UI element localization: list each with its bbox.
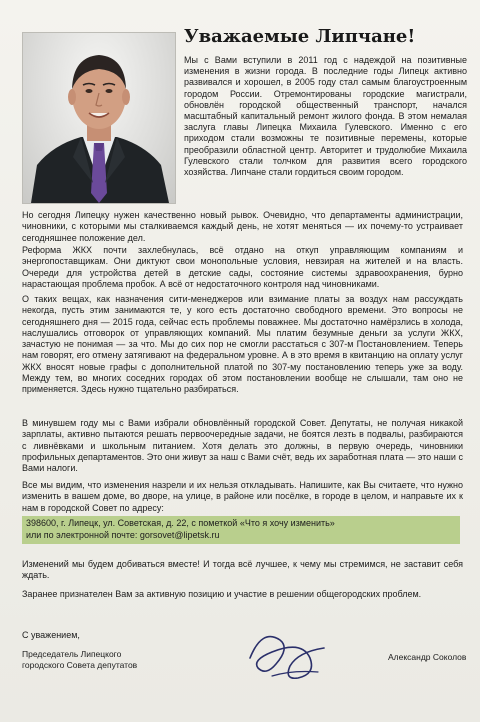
closing-salutation: С уважением, — [22, 630, 80, 640]
address-highlight-box — [22, 516, 460, 544]
paragraph-housing-reform: Реформа ЖКХ почти захлебнулась, всё отдано на откуп управляющим компаниям и энергопоставщикам. Они диктуют свои монопольные условия, невзирая на жителей и на власть. Очереди для устройства детей в детские сады, состояние системы здравоохранения, бурно нарастающая проблема пробок. А всё от недостаточного контроля над чиновниками. — [22, 245, 463, 289]
portrait-photo — [22, 32, 176, 204]
paragraph-utility-issues: О таких вещах, как назначения сити-менеджеров или взимание платы за воздух нам рассуждать некогда, пусть этим занимаются те, у кого есть достаточно свободного времени. Это вопросы не сегодняшнего дня — 2015 года, сейчас есть проблемы поважнее. Мы достаточно намёрзлись в холода, наслушались отговорок от управляющих компаний. Мы платим безумные деньги за услуги ЖКХ, зачастую не понимая — за что. Мы до сих пор не смогли расстаться с 307-м Постановлением. Теперь нам говорят, его отмену затягивают на федеральном уровне. А в это время в квитанцию на оплату услуг ЖКХ вносят новые графы с дополнительной платой по 307-му постановлению теперь уже за воду. Между тем, во многих соседних городах об этом постановлении вообще не слышали, там оно не применяется. Здесь нужно тщательно разбираться. — [22, 294, 463, 395]
email-line — [26, 530, 456, 542]
paragraph-renewal: Но сегодня Липецку нужен качественно новый рывок. Очевидно, что департаменты администрации, чиновники, с которыми мы сталкиваемся каждый день, не хотят меняться — их почему-то устраивает сегодняшнее положение дел. — [22, 210, 463, 243]
paragraph-call-to-action: Все мы видим, что изменения назрели и их нельзя откладывать. Напишите, как Вы считаете, что нужно изменить в вашем доме, во дворе, на улице, в районе или посёлке, в городе в целом, и направьте их к нам в городской Совет по адресу: — [22, 480, 463, 513]
postal-address: 398600, г. Липецк, ул. Советская, д. 22, с пометкой «Что я хочу изменить» — [26, 518, 335, 528]
intro-paragraph: Мы с Вами вступили в 2011 год с надеждой на позитивные изменения в жизни города. В последние годы Липецк активно развивался и хорошел, в 2005 году стал самым благоустроенным городом России. Отремонтированы городские магистрали, обновлён городской общественный транспорт, начался масштабный капитальный ремонт жилого фонда. В этом немалая заслуга главы Липецка Михаила Гулевского. Именно с его приходом стали возможны те позитивные перемены, которые преобразили областной центр. Авторитет и трудолюбие Михаила Гулевского стали толчком для развития всего городского хозяйства. Липчане стали гордиться своим городом. — [184, 55, 467, 178]
handwritten-signature — [232, 618, 352, 688]
signatory-title — [22, 649, 137, 670]
email-prefix: или по электронной почте: — [26, 529, 140, 540]
letter-heading: Уважаемые Липчане! — [184, 26, 416, 47]
email-address: gorsovet@lipetsk.ru — [139, 529, 220, 540]
paragraph-gratitude: Заранее признателен Вам за активную позицию и участие в решении общегородских проблем. — [22, 589, 422, 599]
paragraph-city-council: В минувшем году мы с Вами избрали обновлённый городской Совет. Депутаты, не получая никакой зарплаты, активно пытаются решать первоочередные задачи, не боятся лезть в подвалы, разбираются с ливнёвками и школьным питанием. Хотя делать это должны, в первую очередь, чиновники профильных департаментов. Это они живут за наш с Вами счёт, ведь их заработная плата — это наши с Вами налоги. — [22, 418, 463, 474]
portrait-illustration — [23, 33, 175, 203]
signatory-title-line2: городского Совета депутатов — [22, 659, 138, 670]
signatory-title-line1: Председатель Липецкого — [22, 649, 122, 659]
signatory-name: Александр Соколов — [388, 652, 467, 662]
paragraph-together: Изменений мы будем добиваться вместе! И тогда всё лучшее, к чему мы стремимся, не заставит себя ждать. — [22, 559, 463, 581]
